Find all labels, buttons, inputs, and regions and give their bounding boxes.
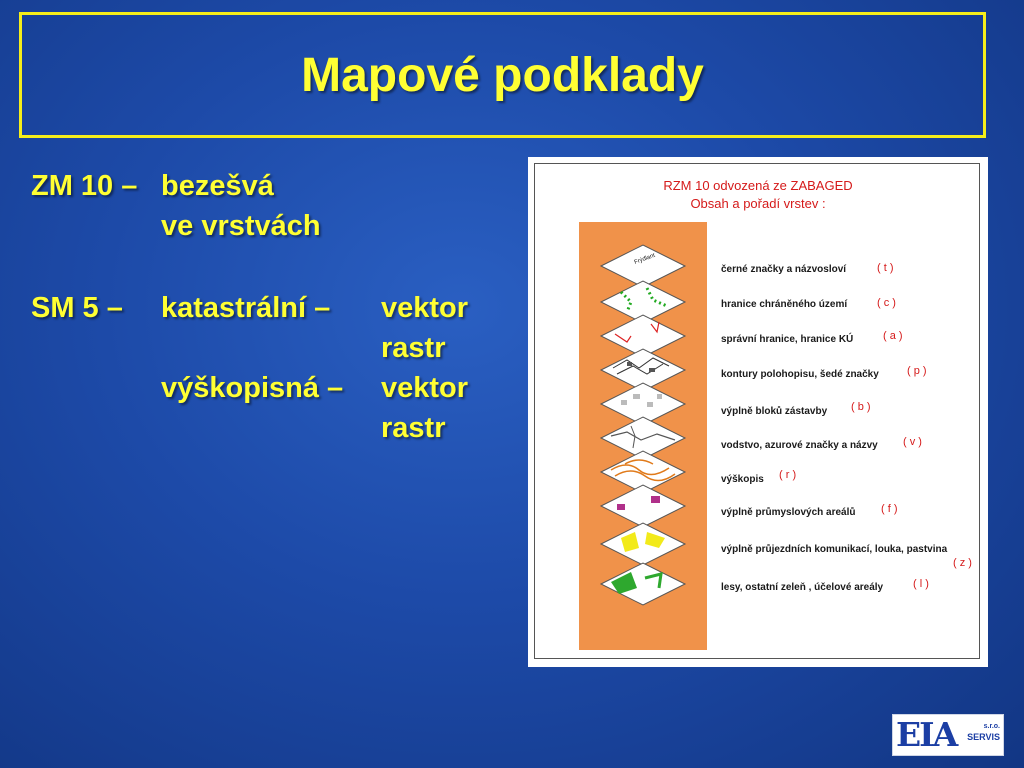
layer-code-v: ( v ) — [903, 436, 922, 448]
sm5-katastralni-rastr: rastr — [381, 332, 446, 364]
layer-code-f: ( f ) — [881, 503, 898, 515]
layer-label-r: výškopis — [721, 474, 764, 485]
layer-label-v: vodstvo, azurové značky a názvy — [721, 440, 878, 451]
layer-label-t: černé značky a názvosloví — [721, 264, 847, 275]
logo-text: EIA — [896, 715, 957, 754]
zm10-line2: ve vrstvách — [161, 210, 321, 242]
layer-label-p: kontury polohopisu, šedé značky — [721, 369, 879, 380]
layer-label-l: lesy, ostatní zeleň , účelové areály — [721, 582, 884, 593]
layer-figure — [528, 157, 988, 667]
layer-tile-l — [601, 563, 685, 605]
logo-sub-sro: s.r.o. — [983, 723, 1000, 730]
figure-frame — [534, 163, 980, 659]
layer-code-b: ( b ) — [851, 401, 871, 413]
layer-code-l: ( l ) — [913, 578, 929, 590]
layer-label-b: výplně bloků zástavby — [721, 406, 828, 417]
layer-code-c: ( c ) — [877, 297, 896, 309]
zm10-line1: bezešvá — [161, 170, 274, 202]
slide-title: Mapové podklady — [301, 48, 704, 102]
figure-title-line1: RZM 10 odvozená ze ZABAGED — [663, 178, 853, 193]
title-frame — [19, 12, 986, 138]
layer-label-z: výplně průjezdních komunikací, louka, pastvina — [721, 544, 948, 555]
layer-code-z: ( z ) — [953, 557, 972, 569]
zm10-label: ZM 10 – — [31, 170, 138, 202]
sm5-label: SM 5 – — [31, 292, 123, 324]
layer-tile-z — [601, 523, 685, 565]
sm5-vyskopisna-rastr: rastr — [381, 412, 446, 444]
layer-code-t: ( t ) — [877, 262, 894, 274]
logo-sub-servis: SERVIS — [967, 732, 1000, 742]
layer-label-f: výplně průmyslových areálů — [721, 507, 856, 518]
layer-label-a: správní hranice, hranice KÚ — [721, 334, 854, 345]
figure-title-line2: Obsah a pořadí vrstev : — [690, 196, 826, 211]
layer-code-r: ( r ) — [779, 469, 797, 481]
sm5-katastralni: katastrální – — [161, 292, 331, 324]
eia-servis-logo — [892, 714, 1004, 756]
layer-tile-f — [601, 485, 685, 527]
tile-place-label: Frýdlant — [633, 252, 657, 266]
layer-label-c: hranice chráněného území — [721, 299, 848, 310]
layer-code-p: ( p ) — [907, 365, 927, 377]
sm5-vyskopisna: výškopisná – — [161, 372, 344, 404]
sm5-katastralni-vektor: vektor — [381, 292, 469, 324]
sm5-vyskopisna-vektor: vektor — [381, 372, 469, 404]
layer-code-a: ( a ) — [883, 330, 903, 342]
